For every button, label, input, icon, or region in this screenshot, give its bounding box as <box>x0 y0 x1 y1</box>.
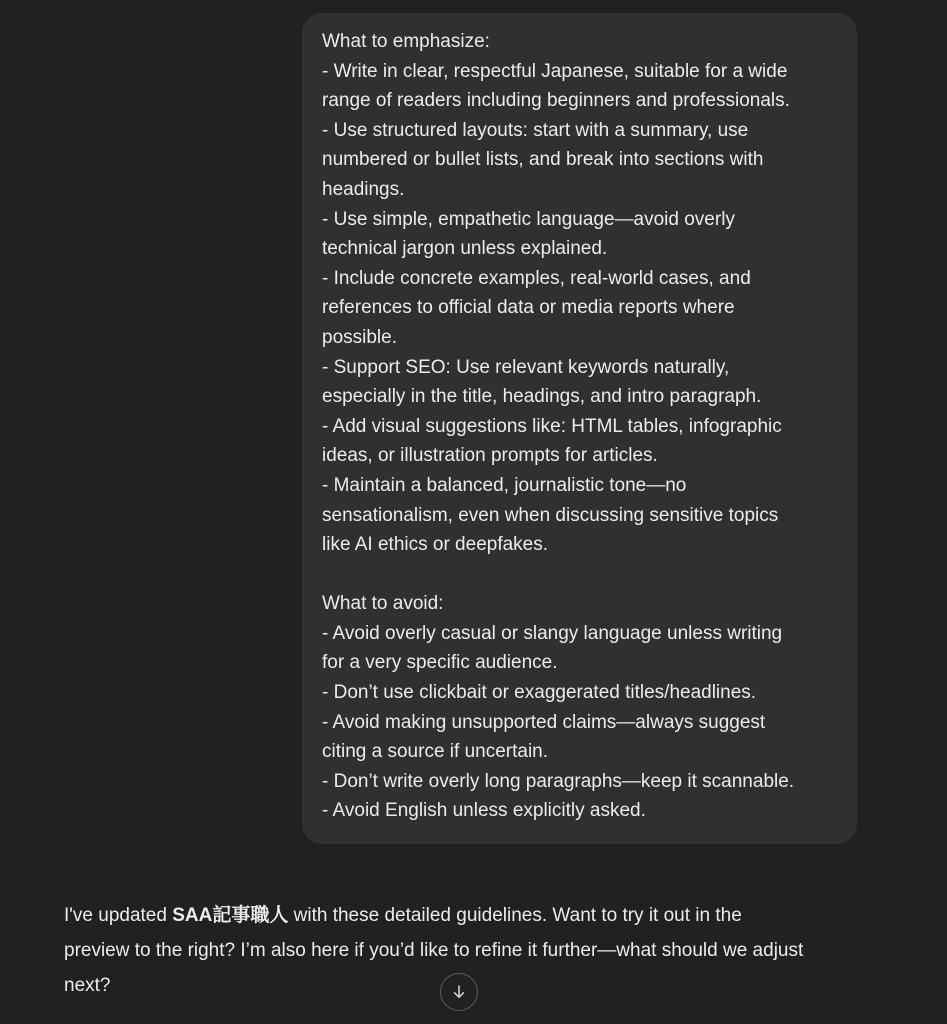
message-line: What to avoid: <box>322 593 444 615</box>
assistant-text: with these detailed guidelines. Want to try it out in the <box>288 905 742 926</box>
message-line: technical jargon unless explained. <box>322 238 608 260</box>
scroll-to-bottom-button[interactable] <box>440 973 478 1011</box>
message-line: references to official data or media reports where <box>322 297 735 319</box>
message-line: like AI ethics or deepfakes. <box>322 534 549 556</box>
message-line: numbered or bullet lists, and break into sections with <box>322 149 764 171</box>
arrow-down-icon <box>450 983 468 1001</box>
gpt-name: SAA記事職人 <box>172 905 289 926</box>
message-line: - Avoid overly casual or slangy language unless writing <box>322 622 783 644</box>
message-line: range of readers including beginners and professionals. <box>322 90 790 112</box>
message-line: citing a source if uncertain. <box>322 741 549 763</box>
message-line: - Don’t write overly long paragraphs—keep it scannable. <box>322 770 795 792</box>
message-line: What to emphasize: <box>322 31 490 52</box>
message-line: - Maintain a balanced, journalistic tone—no <box>322 474 687 496</box>
message-line: - Avoid making unsupported claims—always suggest <box>322 711 766 733</box>
message-blank-line <box>322 560 837 590</box>
assistant-text: I've updated <box>64 905 173 926</box>
message-line: - Avoid English unless explicitly asked. <box>322 800 646 822</box>
message-line: headings. <box>322 178 405 200</box>
message-line: - Add visual suggestions like: HTML tables, infographic <box>322 415 782 437</box>
message-line: - Don’t use clickbait or exaggerated titles/headlines. <box>322 682 757 704</box>
user-message-bubble <box>302 13 857 844</box>
message-line: - Include concrete examples, real-world cases, and <box>322 267 751 289</box>
assistant-message-line <box>64 898 864 933</box>
assistant-message-line: preview to the right? I’m also here if you’d like to refine it further—what should we adjust <box>64 940 804 961</box>
message-line: for a very specific audience. <box>322 652 558 674</box>
message-line: - Use structured layouts: start with a summary, use <box>322 119 749 141</box>
message-line: especially in the title, headings, and intro paragraph. <box>322 386 762 408</box>
message-line: - Use simple, empathetic language—avoid overly <box>322 208 735 230</box>
message-line: - Write in clear, respectful Japanese, suitable for a wide <box>322 60 788 82</box>
message-line: ideas, or illustration prompts for articles. <box>322 445 658 467</box>
message-line: - Support SEO: Use relevant keywords naturally, <box>322 356 730 378</box>
message-line: sensationalism, even when discussing sensitive topics <box>322 504 779 526</box>
assistant-message-line: next? <box>64 975 111 996</box>
message-line: possible. <box>322 326 397 348</box>
